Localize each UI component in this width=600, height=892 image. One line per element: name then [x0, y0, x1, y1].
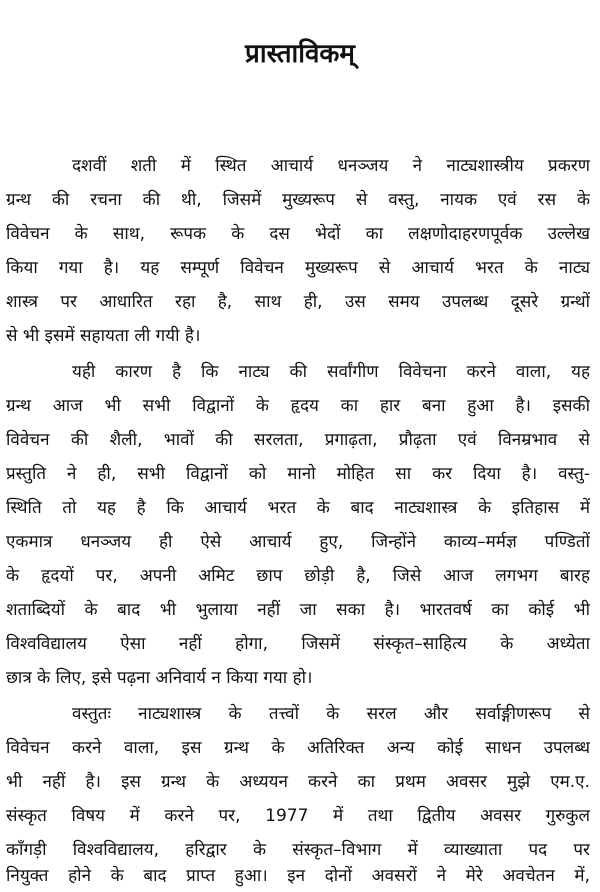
page-title: प्रास्ताविकम् [245, 39, 355, 69]
paragraph-2-line-9: विश्वविद्यालय ऐसा नहीं होगा, जिसमें संस्कृत–साहित्य के अध्येता [6, 634, 590, 654]
paragraph-3-line-2: विवेचन करने वाला, इस ग्रन्थ के अतिरिक्त अन्य कोई साधन उपलब्ध [6, 738, 590, 758]
paragraph-2-line-1: यही कारण है कि नाट्य की सर्वांगीण विवेचना करने वाला, यह [72, 362, 590, 382]
paragraph-1-line-4: किया गया है। यह सम्पूर्ण विवेचन मुख्यरूप से आचार्य भरत के नाट्य [6, 258, 590, 278]
paragraph-3-line-1: वस्तुतः नाट्यशास्त्र के तत्त्वों के सरल और सर्वाङ्गीणरूप से [72, 704, 590, 724]
paragraph-1-line-5: शास्त्र पर आधारित रहा है, साथ ही, उस समय उपलब्ध दूसरे ग्रन्थों [6, 292, 590, 312]
paragraph-3-line-6: नियुक्त होने के बाद प्राप्त हुआ। इन दोनों अवसरों ने मेरे अवचेतन में, [6, 866, 590, 886]
paragraph-1-line-1: दशवीं शती में स्थित आचार्य धनञ्जय ने नाट्यशास्त्रीय प्रकरण [72, 156, 590, 176]
paragraph-2-line-10: छात्र के लिए, इसे पढ़ना अनिवार्य न किया गया हो। [6, 668, 313, 688]
paragraph-3-line-4: संस्कृत विषय में करने पर, 1977 में तथा द्वितीय अवसर गुरुकुल [6, 806, 590, 826]
paragraph-3-line-5: काँगड़ी विश्वविद्यालय, हरिद्वार के संस्कृत–विभाग में व्याख्याता पद पर [6, 840, 590, 860]
paragraph-2-line-8: शताब्दियों के बाद भी भुलाया नहीं जा सका है। भारतवर्ष का कोई भी [6, 600, 590, 620]
paragraph-3-line-3: भी नहीं है। इस ग्रन्थ के अध्ययन करने का प्रथम अवसर मुझे एम.ए. [6, 772, 590, 792]
paragraph-2-line-7: के हृदयों पर, अपनी अमिट छाप छोड़ी है, जिसे आज लगभग बारह [6, 566, 590, 586]
paragraph-2-line-4: प्रस्तुति ने ही, सभी विद्वानों को मानो मोहित सा कर दिया है। वस्तु- [6, 464, 590, 484]
paragraph-1-line-6: से भी इसमें सहायता ली गयी है। [6, 326, 201, 346]
paragraph-2-line-2: ग्रन्थ आज भी सभी विद्वानों के हृदय का हार बना हुआ है। इसकी [6, 396, 590, 416]
paragraph-2-line-5: स्थिति तो यह है कि आचार्य भरत के बाद नाट्यशास्त्र के इतिहास में [6, 498, 590, 518]
paragraph-1-line-3: विवेचन के साथ, रूपक के दस भेदों का लक्षणोदाहरणपूर्वक उल्लेख [6, 224, 590, 244]
paragraph-2-line-3: विवेचन की शैली, भावों की सरलता, प्रगाढ़ता, प्रौढ़ता एवं विनम्रभाव से [6, 430, 590, 450]
paragraph-1-line-2: ग्रन्थ की रचना की थी, जिसमें मुख्यरूप से वस्तु, नायक एवं रस के [6, 190, 590, 210]
paragraph-2-line-6: एकमात्र धनञ्जय ही ऐसे आचार्य हुए, जिन्होंने काव्य–मर्मज्ञ पण्डितों [6, 532, 590, 552]
